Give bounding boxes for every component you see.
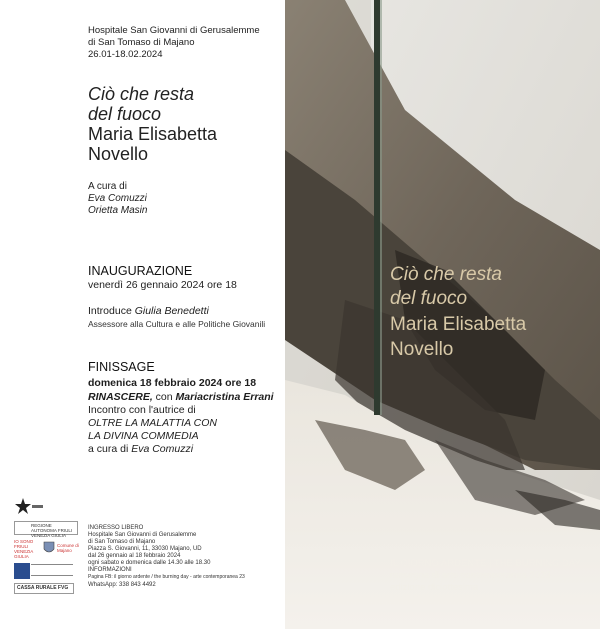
festival-line-1: IL GIORNO ARDENTE | THE BURNING DAY [390,558,581,569]
opening-role: Assessore alla Cultura e alle Politiche Giovanili [88,319,266,329]
book-title-line-2: LA DIVINA COMMEDIA [88,430,199,442]
io-sono-fvg-logo [14,539,40,559]
poster-text-column [0,0,285,629]
sponsor-logo-lines [31,564,73,576]
venue-line-2: di San Tomaso di Majano [88,37,195,48]
finissage-heading: FINISSAGE [88,360,155,374]
bcc-logo-text: CASSA RURALE FVG [17,585,69,591]
overlay-artist-line-1: Maria Elisabetta [390,314,527,335]
exhibition-title-line-1: Ciò che resta [88,84,195,104]
finissage-curated-prefix: a cura di [88,443,132,455]
sponsor-logo [14,563,30,579]
artist-name-line-2: Novello [88,144,149,164]
finissage-date: domenica 18 febbraio 2024 ore 18 [88,377,257,389]
region-logo [14,521,78,538]
curator-name-2: Orietta Masin [88,205,148,216]
opening-intro [88,305,209,318]
festival-line-3: edizione diciottesima [390,582,479,593]
info-line-8: Pagina FB: il giorno ardente / the burning day - arte contemporanea 23 [88,574,245,580]
info-line-6: ogni sabato e domenica dalle 14.30 alle 18.30 [88,560,211,566]
opening-heading: INAUGURAZIONE [88,264,193,278]
opening-intro-prefix: Introduce [88,305,135,317]
festival-line-2: rassegna di arte contemporanea 2023 [390,570,551,581]
exhibition-title-line-2: del fuoco [88,104,162,124]
finissage-curated [88,443,193,456]
artist-name-line-1: Maria Elisabetta [88,124,218,144]
star-emblem-icon [14,497,44,517]
majano-crest-icon [42,541,56,555]
info-line-5: dal 26 gennaio al 18 febbraio 2024 [88,553,181,559]
finissage-talk-guest: Mariacristina Errani [175,391,274,403]
overlay-title-line-1: Ciò che resta [390,264,502,285]
opening-date: venerdì 26 gennaio 2024 ore 18 [88,279,237,291]
info-line-7: INFORMAZIONI [88,567,132,573]
opening-intro-name: Giulia Benedetti [134,305,209,317]
venue-dates: 26.01-18.02.2024 [88,49,163,60]
bcc-logo [14,583,74,594]
info-line-9: WhatsApp: 338 843 4492 [88,582,156,588]
overlay-title-line-2: del fuoco [390,288,468,309]
curator-name-1: Eva Comuzzi [88,193,147,204]
info-line-1: INGRESSO LIBERO [88,525,144,531]
finissage-talk-with: con [152,391,176,403]
finissage-talk-title: RINASCERE, [88,391,153,403]
io-sono-fvg-text: IO SONO FRIULI VENEZIA GIULIA [14,539,34,559]
curators-label: A cura di [88,181,127,192]
book-title-line-1: OLTRE LA MALATTIA CON [88,417,217,429]
finissage-talk [88,391,274,404]
overlay-artist-line-2: Novello [390,339,454,360]
finissage-curated-name: Eva Comuzzi [131,443,194,455]
info-line-4: Piazza S. Giovanni, 11, 33030 Majano, UD [88,546,202,552]
info-line-3: di San Tomaso di Majano [88,539,156,545]
venue-line-1: Hospitale San Giovanni di Gerusalemme [88,25,260,36]
info-line-2: Hospitale San Giovanni di Gerusalemme [88,532,197,538]
comune-logo-text: Comune di Majano [57,543,79,553]
region-logo-text: REGIONE AUTONOMA FRIULI VENEZIA GIULIA [31,523,73,538]
finissage-meeting: Incontro con l'autrice di [88,404,196,416]
